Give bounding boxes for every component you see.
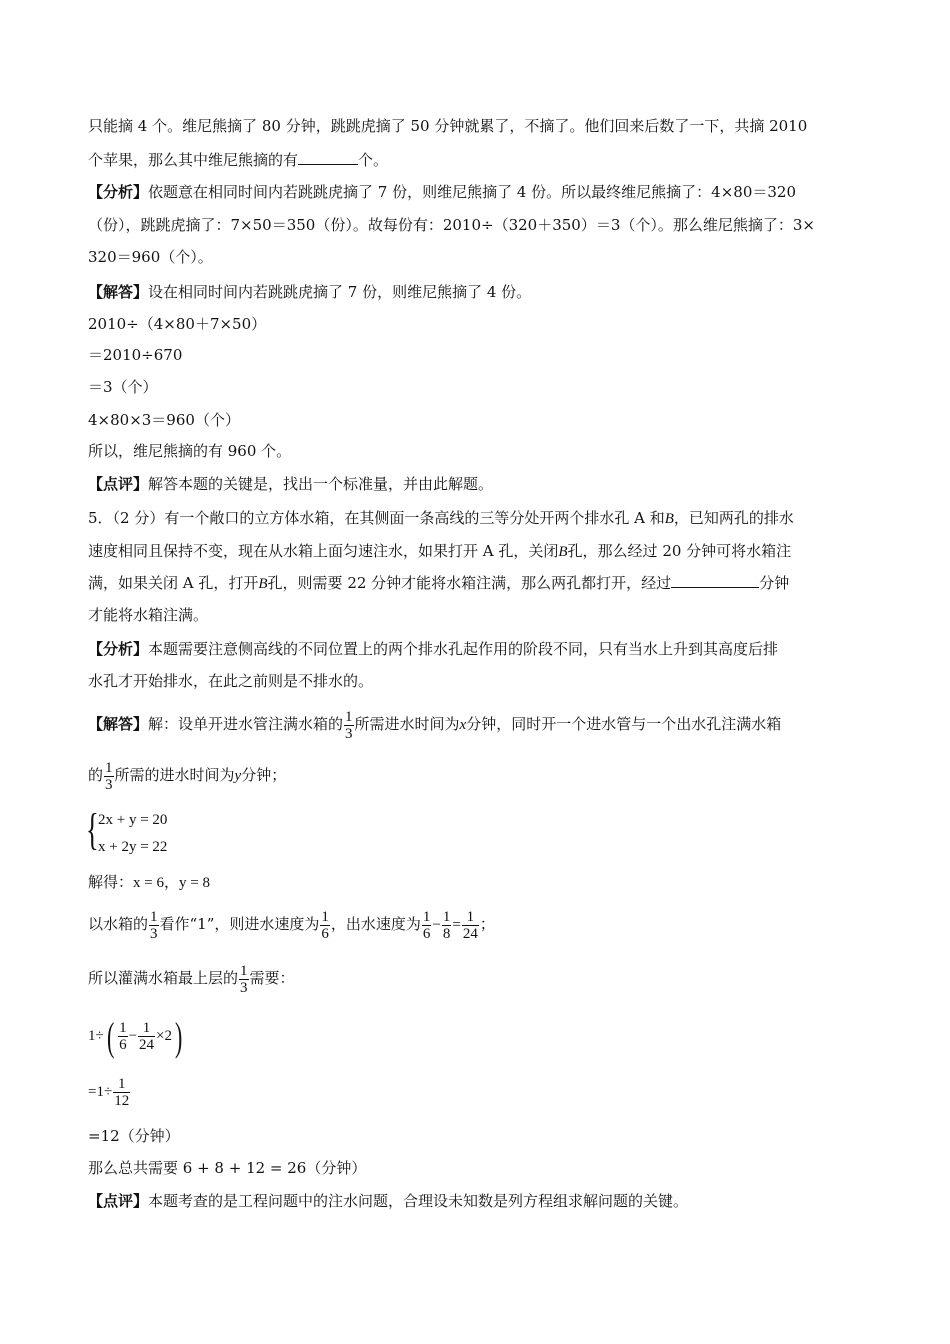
fraction-one-third: $\frac{1}{3}$ [150,908,158,942]
q5-text-line-1: 5．（2 分）有一个敞口的立方体水箱，在其侧面一条高线的三等分处开两个排水孔 A 和B，已知两孔的排水 [88,509,794,527]
q4-step-4: 4×80×3＝960（个） [88,411,240,429]
analysis-label: 【分析】 [88,640,149,658]
q4-analysis-line-3: 320＝960（个）。 [88,248,213,266]
q5-text-line-4: 才能将水箱注满。 [88,606,209,624]
equation-2: x + 2y = 22 [98,839,168,855]
fraction-one-sixth: $\frac{1}{6}$ [422,908,431,942]
q5-total-line: 那么总共需要 6 + 8 + 12 = 26（分钟） [88,1159,367,1177]
comment-label: 【点评】 [88,475,149,493]
q5-calc-line-1: 1÷( $\frac{1}{6}$ − $\frac{1}{24}$ ×2) [88,1013,183,1059]
q4-answer-line: 【解答】设在相同时间内若跳跳虎摘了 7 份，则维尼熊摘了 4 份。 [88,283,532,301]
answer-label: 【解答】 [88,715,149,733]
q5-calc-line-2: =1÷ $\frac{1}{12}$ [88,1076,130,1110]
q5-answer-line-2: 的 $\frac{1}{3}$ 所需的进水时间为y分钟； [88,759,287,793]
analysis-label: 【分析】 [88,183,149,201]
q5-text-line-2: 速度相同且保持不变，现在从水箱上面匀速注水，如果打开 A 孔，关闭B孔，那么经过 20 分钟可将水箱注 [88,542,792,560]
equation-1: 2x + y = 20 [98,812,168,828]
fraction-one-third: $\frac{1}{3}$ [345,708,353,742]
q5-calc-line-3: =12（分钟） [88,1127,180,1145]
q5-analysis-line-2: 水孔才开始排水，在此之前则是不排水的。 [88,672,374,690]
q5-text-line-3: 满，如果关闭 A 孔，打开B孔，则需要 22 分钟才能将水箱注满，那么两孔都打开，经过 分钟 [88,574,790,592]
q5-rate-line: 以水箱的 $\frac{1}{3}$ 看作“1”，则进水速度为 $\frac{1}{6}$ ，出水速度为 $\frac{1}{6}$ − $\frac{1}{8}$ = $\frac{1}{24}$ ； [88,908,495,942]
fraction-one-twentyfourth: $\frac{1}{24}$ [139,1020,155,1054]
q4-comment-line: 【点评】解答本题的关键是，找出一个标准量，并由此解题。 [88,475,494,493]
fraction-one-twelfth: $\frac{1}{12}$ [114,1076,130,1110]
fraction-one-third: $\frac{1}{3}$ [105,759,113,793]
q5-answer-line-1: 【解答】解：设单开进水管注满水箱的 $\frac{1}{3}$ 所需进水时间为x分钟，同时开一个进水管与一个出水孔注满水箱 [88,708,782,742]
q5-solution-line: 解得：x = 6，y = 8 [88,873,210,891]
q4-text-line-2: 个苹果，那么其中维尼熊摘的有 个。 [88,151,389,169]
q4-step-2: ＝2010÷670 [88,346,183,364]
equation-system-brace: { [86,805,99,854]
fraction-one-eighth: $\frac{1}{8}$ [442,908,451,942]
fraction-one-third: $\frac{1}{3}$ [240,962,248,996]
q4-conclusion: 所以，维尼熊摘的有 960 个。 [88,442,292,460]
answer-blank[interactable] [298,150,358,165]
q4-analysis-line-2: （份），跳跳虎摘了：7×50＝350（份）。故每份有：2010÷（320＋350）＝3（个）。那么维尼熊摘了：3× [88,216,815,234]
answer-blank[interactable] [671,573,759,588]
q5-top-layer-line: 所以灌满水箱最上层的 $\frac{1}{3}$ 需要： [88,962,295,996]
answer-label: 【解答】 [88,283,149,301]
q4-step-3: ＝3（个） [88,378,158,396]
fraction-one-twentyfourth: $\frac{1}{24}$ [462,908,478,942]
q4-analysis-line-1: 【分析】依题意在相同时间内若跳跳虎摘了 7 份，则维尼熊摘了 4 份。所以最终维尼熊摘了：4×80＝320 [88,183,797,201]
fraction-one-sixth: $\frac{1}{6}$ [119,1020,127,1054]
q4-text-line-1: 只能摘 4 个。维尼熊摘了 80 分钟，跳跳虎摘了 50 分钟就累了，不摘了。他们回来后数了一下，共摘 2010 [88,117,808,135]
q5-comment-line: 【点评】本题考查的是工程问题中的注水问题，合理设未知数是列方程组求解问题的关键。 [88,1192,689,1210]
q4-step-1: 2010÷（4×80＋7×50） [88,315,267,333]
comment-label: 【点评】 [88,1192,149,1210]
fraction-one-sixth: $\frac{1}{6}$ [321,908,329,942]
q5-analysis-line-1: 【分析】本题需要注意侧高线的不同位置上的两个排水孔起作用的阶段不同，只有当水上升到其高度后排 [88,640,779,658]
